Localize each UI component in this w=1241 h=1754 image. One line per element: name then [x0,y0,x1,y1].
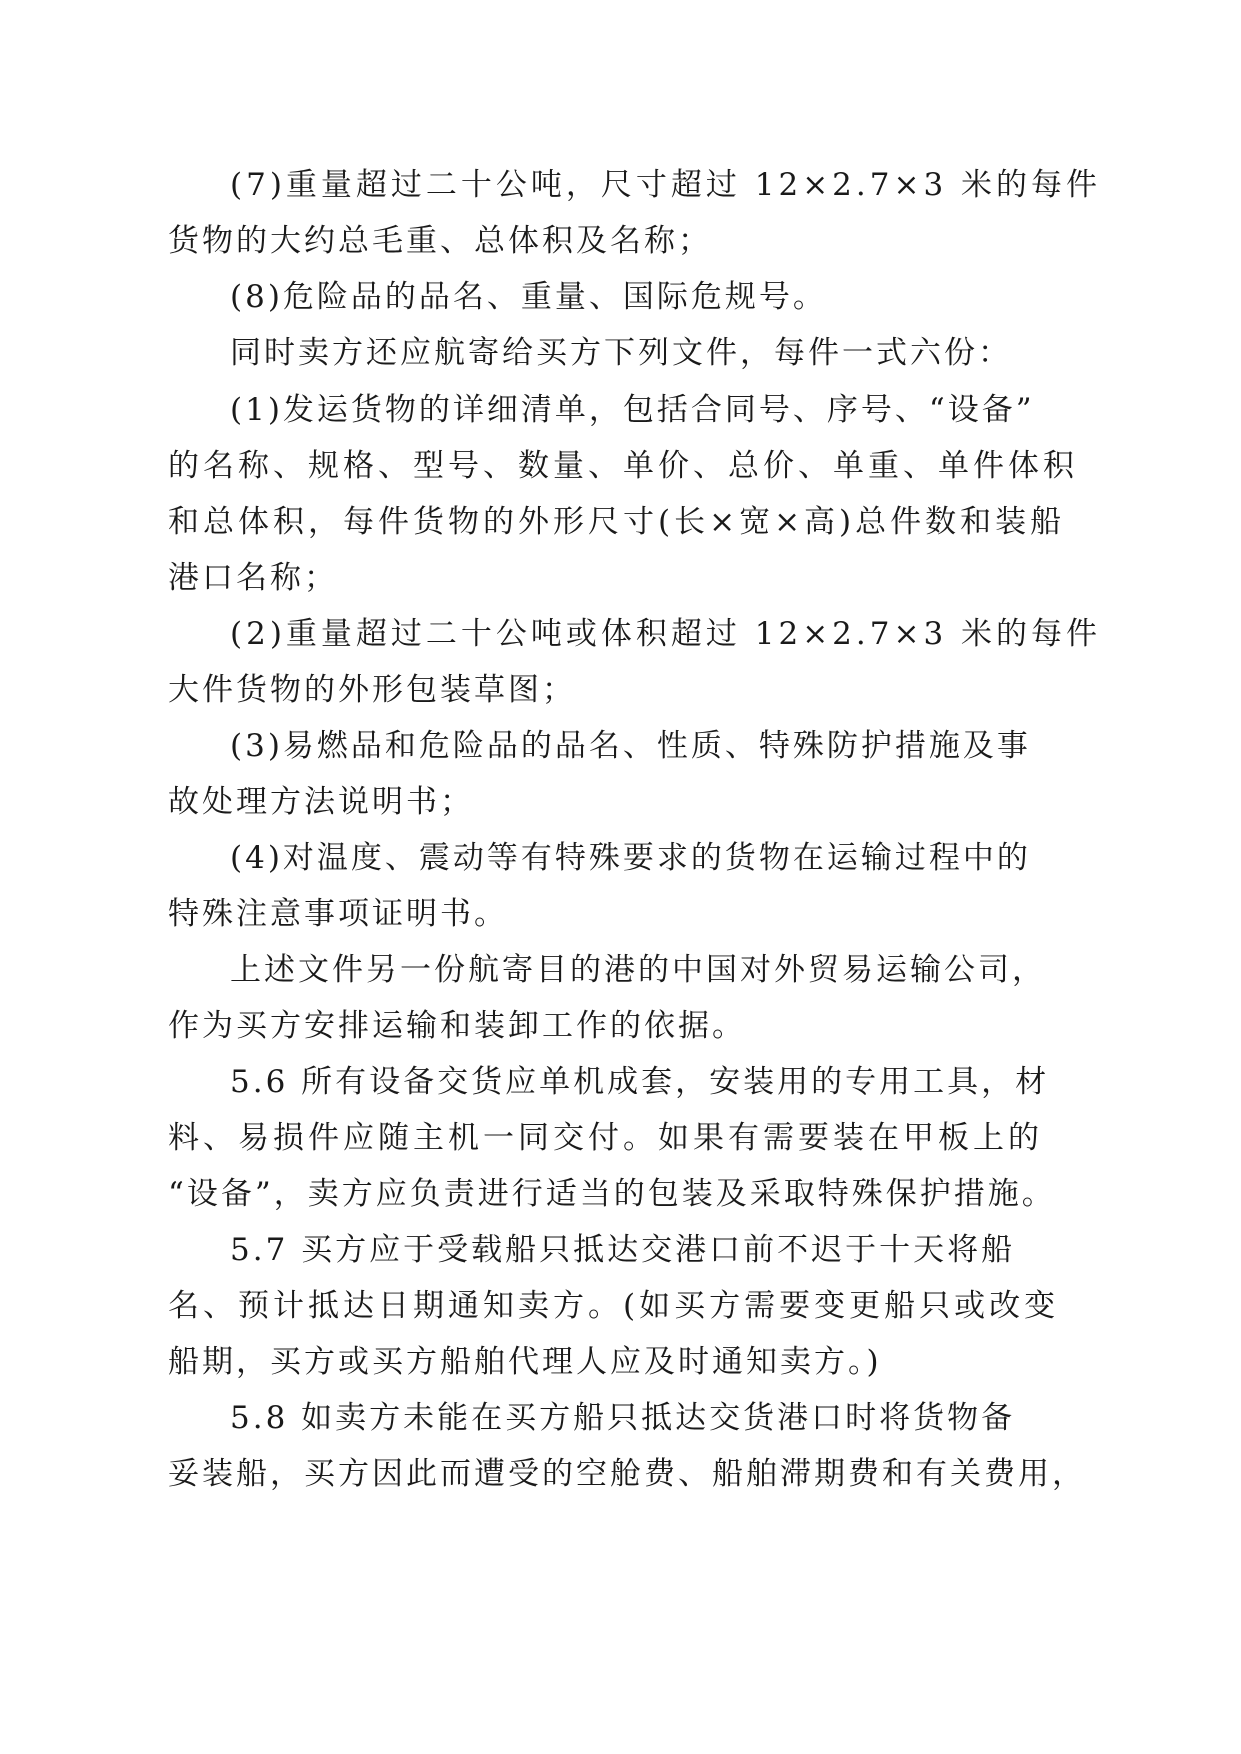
text-line: 同时卖方还应航寄给买方下列文件，每件一式六份： [230,335,1012,371]
text-line: 5.7 买方应于受载船只抵达交港口前不迟于十天将船 [230,1232,1016,1268]
text-line: 5.6 所有设备交货应单机成套，安装用的专用工具，材 [230,1064,1050,1100]
text-line: 港口名称； [168,560,338,596]
text-line: 特殊注意事项证明书。 [168,896,508,932]
text-line: 船期，买方或买方船舶代理人应及时通知卖方。) [168,1344,882,1380]
text-line: 名、预计抵达日期通知卖方。(如买方需要变更船只或改变 [168,1288,1060,1324]
text-line: 上述文件另一份航寄目的港的中国对外贸易运输公司， [230,952,1046,988]
text-line: 料、易损件应随主机一同交付。如果有需要装在甲板上的 [168,1120,1043,1156]
text-line: 的名称、规格、型号、数量、单价、总价、单重、单件体积 [168,448,1078,484]
text-line: 作为买方安排运输和装卸工作的依据。 [168,1008,746,1044]
text-line: (3)易燃品和危险品的品名、性质、特殊防护措施及事 [230,728,1031,764]
text-line: (2)重量超过二十公吨或体积超过 12×2.7×3 米的每件 [230,616,1102,652]
text-line: “设备”，卖方应负责进行适当的包装及采取特殊保护措施。 [168,1176,1056,1212]
text-line: 5.8 如卖方未能在买方船只抵达交货港口时将货物备 [230,1400,1016,1436]
text-line: 大件货物的外形包装草图； [168,672,576,708]
text-line: 货物的大约总毛重、总体积及名称； [168,223,712,259]
text-line: 故处理方法说明书； [168,784,474,820]
text-line: (4)对温度、震动等有特殊要求的货物在运输过程中的 [230,840,1031,876]
text-line: (7)重量超过二十公吨，尺寸超过 12×2.7×3 米的每件 [230,167,1102,203]
text-line: (1)发运货物的详细清单，包括合同号、序号、“设备” [230,392,1035,428]
text-line: 妥装船，买方因此而遭受的空舱费、船舶滞期费和有关费用， [168,1456,1086,1492]
text-line: 和总体积，每件货物的外形尺寸(长×宽×高)总件数和装船 [168,504,1066,540]
text-line: (8)危险品的品名、重量、国际危规号。 [230,279,827,315]
